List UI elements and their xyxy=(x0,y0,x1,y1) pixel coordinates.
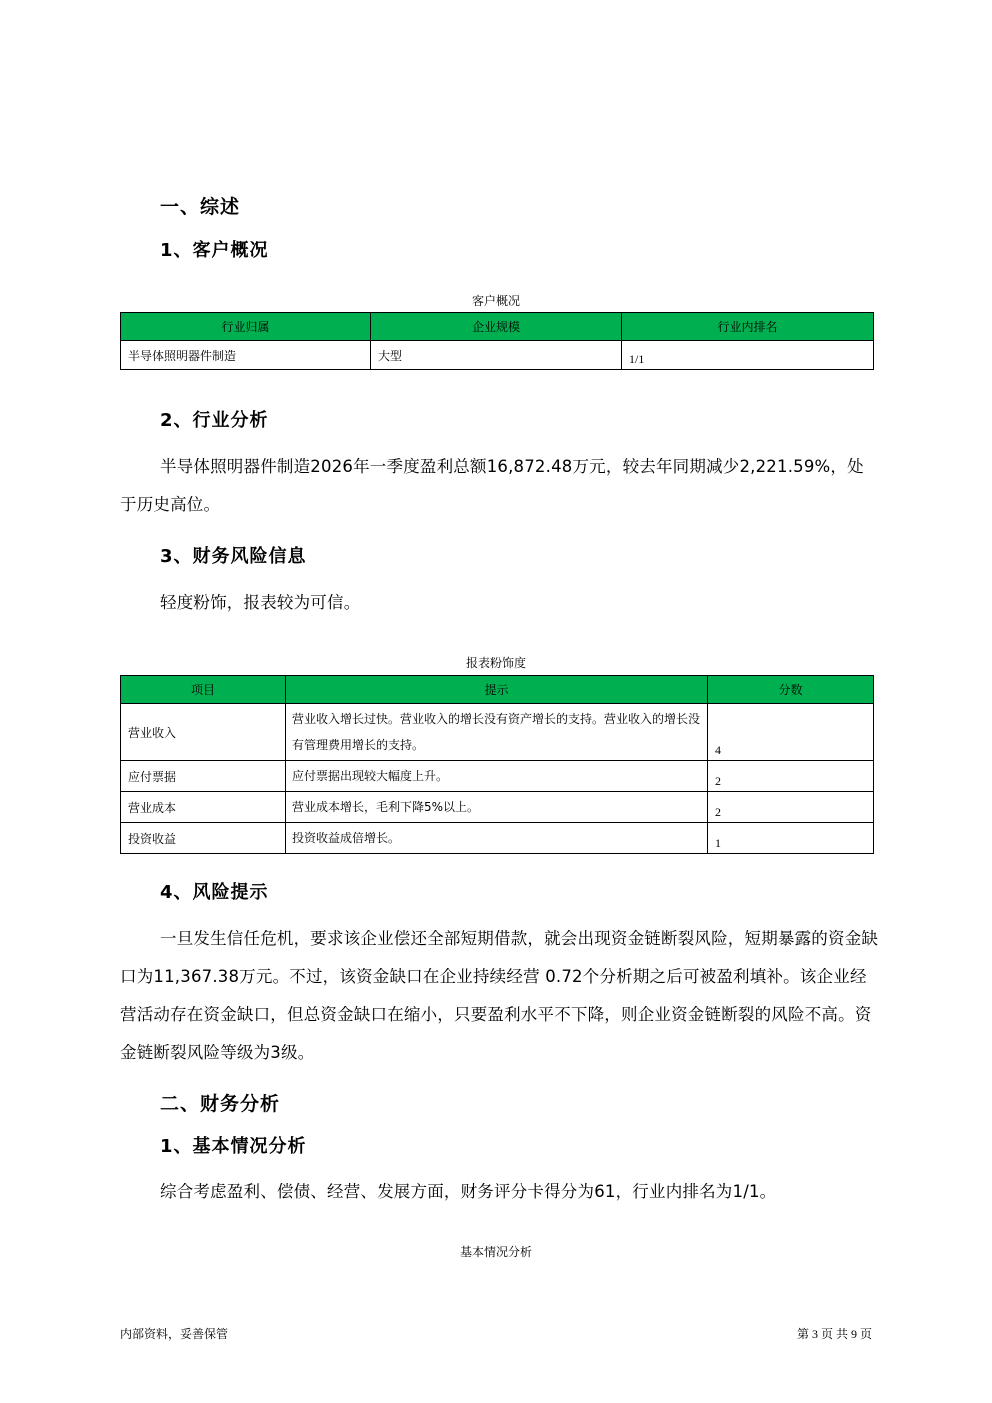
dressing-table xyxy=(120,675,874,854)
section-heading-risk-info: 3、财务风险信息 xyxy=(160,546,307,567)
dressing-cell-hint: 应付票据出现较大幅度上升。 xyxy=(286,761,708,792)
client-table-header-row xyxy=(121,313,874,341)
table-row xyxy=(121,792,874,823)
client-table-row xyxy=(121,341,874,370)
section-heading-basic: 1、基本情况分析 xyxy=(160,1136,307,1157)
client-header-rank: 行业内排名 xyxy=(622,313,874,341)
dressing-table-caption: 报表粉饰度 xyxy=(465,656,526,670)
client-cell-scale: 大型 xyxy=(371,341,622,370)
client-header-scale: 企业规模 xyxy=(371,313,622,341)
basic-caption: 基本情况分析 xyxy=(459,1245,532,1259)
dressing-cell-item: 投资收益 xyxy=(121,823,286,854)
footer-confidential: 内部资料，妥善保管 xyxy=(120,1327,229,1341)
dressing-cell-score: 4 xyxy=(708,704,874,761)
dressing-cell-item: 营业收入 xyxy=(121,704,286,761)
client-table xyxy=(120,312,874,370)
section-heading-financial: 二、财务分析 xyxy=(160,1093,281,1115)
dressing-cell-item: 营业成本 xyxy=(121,792,286,823)
footer-page-number: 第 3 页 共 9 页 xyxy=(796,1327,872,1341)
table-row xyxy=(121,704,874,761)
client-cell-industry: 半导体照明器件制造 xyxy=(121,341,371,370)
industry-paragraph: 半导体照明器件制造2026年一季度盈利总额16,872.48万元，较去年同期减少2,221.59%，处于历史高位。 xyxy=(120,457,864,514)
client-table-caption: 客户概况 xyxy=(471,294,520,308)
dressing-cell-hint: 投资收益成倍增长。 xyxy=(286,823,708,854)
dressing-table-header-row xyxy=(121,676,874,704)
dressing-cell-item: 应付票据 xyxy=(121,761,286,792)
section-heading-client: 1、客户概况 xyxy=(160,240,269,261)
client-header-industry: 行业归属 xyxy=(121,313,371,341)
dressing-cell-score: 2 xyxy=(708,792,874,823)
dressing-cell-score: 1 xyxy=(708,823,874,854)
table-row xyxy=(121,823,874,854)
dressing-cell-hint: 营业收入增长过快。营业收入的增长没有资产增长的支持。营业收入的增长没有管理费用增长的支持。 xyxy=(286,704,708,761)
table-row xyxy=(121,761,874,792)
risk-tip-paragraph: 一旦发生信任危机，要求该企业偿还全部短期借款，就会出现资金链断裂风险，短期暴露的资金缺口为11,367.38万元。不过，该资金缺口在企业持续经营 0.72个分析期之后可被盈利填补。该企业经营活动存在资金缺口，但总资金缺口在缩小，只要盈利水平不下降，则企业资金链断裂的风险不高。资金链断裂风险等级为3级。 xyxy=(120,929,879,1062)
risk-info-paragraph: 轻度粉饰，报表较为可信。 xyxy=(160,593,361,612)
client-cell-rank: 1/1 xyxy=(622,341,874,370)
dressing-cell-score: 2 xyxy=(708,761,874,792)
dressing-header-hint: 提示 xyxy=(286,676,708,704)
section-heading-overview: 一、综述 xyxy=(160,196,241,218)
basic-paragraph: 综合考虑盈利、偿债、经营、发展方面，财务评分卡得分为61，行业内排名为1/1。 xyxy=(160,1182,777,1201)
dressing-header-item: 项目 xyxy=(121,676,286,704)
dressing-header-score: 分数 xyxy=(708,676,874,704)
section-heading-risk-tip: 4、风险提示 xyxy=(160,882,269,903)
dressing-cell-hint: 营业成本增长，毛利下降5%以上。 xyxy=(286,792,708,823)
section-heading-industry: 2、行业分析 xyxy=(160,410,269,431)
